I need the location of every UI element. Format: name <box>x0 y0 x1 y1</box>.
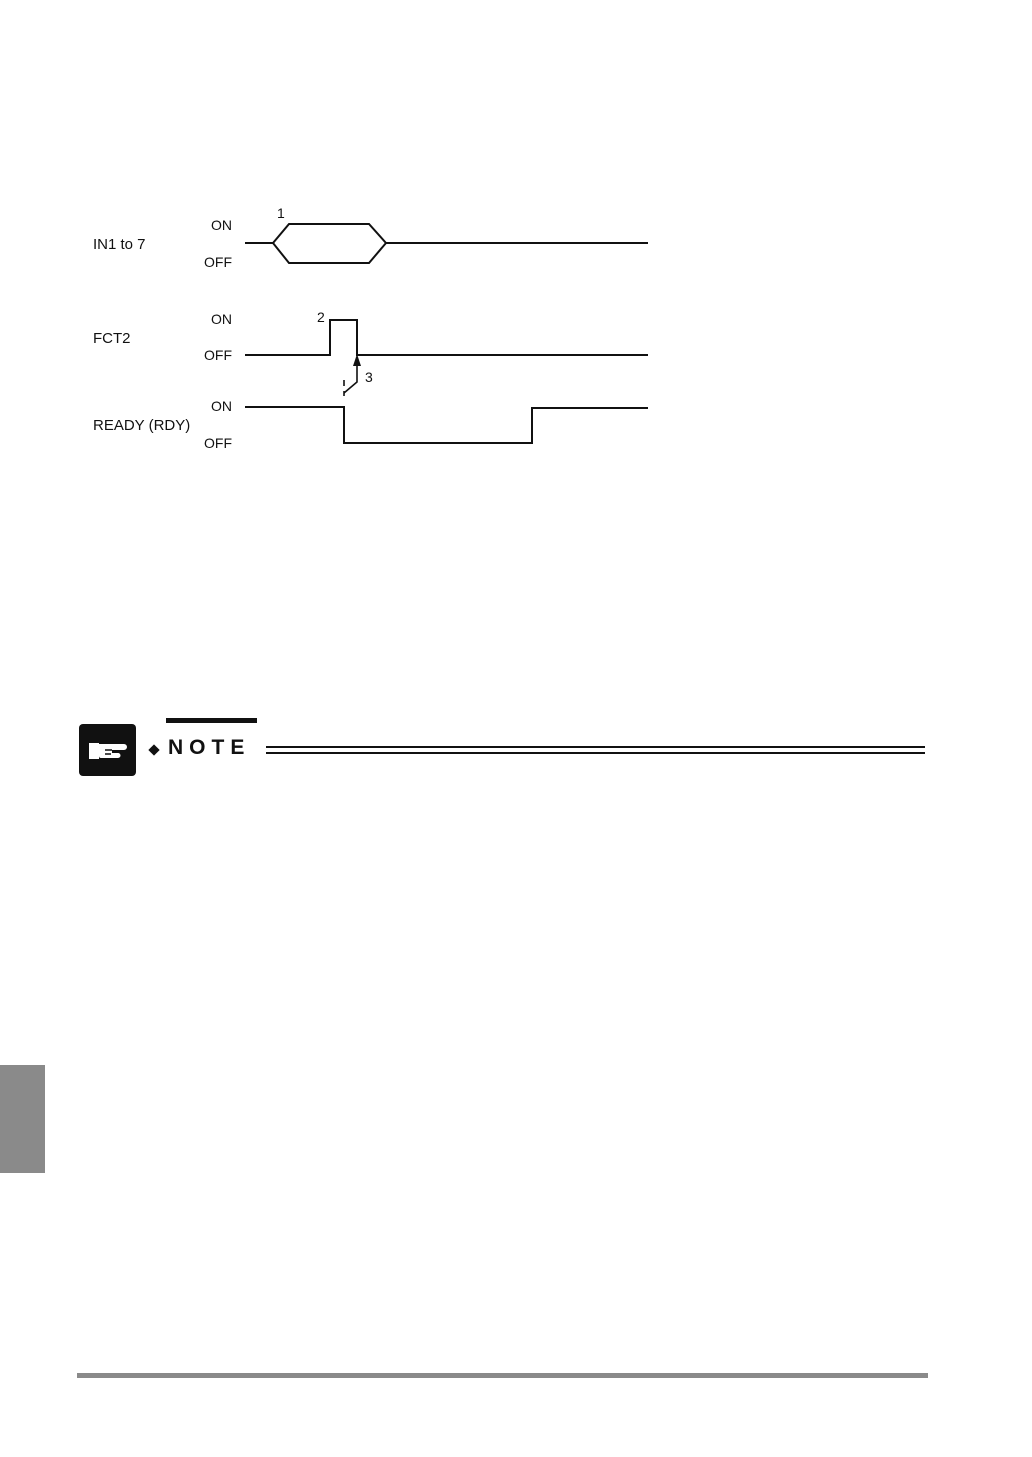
signal-in1-7-on-label: ON <box>211 217 232 233</box>
in1-7-waveform <box>245 224 648 263</box>
signal-fct2-off-label: OFF <box>204 347 232 363</box>
signal-ready-on-label: ON <box>211 398 232 414</box>
note-double-rule-bottom <box>266 752 925 754</box>
ready-waveform <box>245 407 648 443</box>
note-title: NOTE <box>168 736 251 759</box>
signal-in1-7-off-label: OFF <box>204 254 232 270</box>
marker-2-label: 2 <box>317 309 325 325</box>
note-header <box>79 718 929 778</box>
note-title-overline <box>166 718 257 723</box>
note-double-rule-top <box>266 746 925 748</box>
signal-fct2-on-label: ON <box>211 311 232 327</box>
signal-ready-off-label: OFF <box>204 435 232 451</box>
footer-rule <box>77 1373 928 1378</box>
signal-label-ready: READY (RDY) <box>93 417 191 434</box>
note-diamond-bullet <box>148 744 159 755</box>
marker-3-label: 3 <box>365 369 373 385</box>
marker-1-label: 1 <box>277 205 285 221</box>
timing-diagram <box>0 0 1032 560</box>
chapter-side-tab <box>0 1065 45 1173</box>
marker-3-arrow-line <box>344 362 357 393</box>
fct2-waveform <box>245 320 648 355</box>
signal-label-fct2: FCT2 <box>93 330 131 347</box>
signal-label-in1-7: IN1 to 7 <box>93 236 146 253</box>
pointing-hand-icon <box>79 724 136 776</box>
